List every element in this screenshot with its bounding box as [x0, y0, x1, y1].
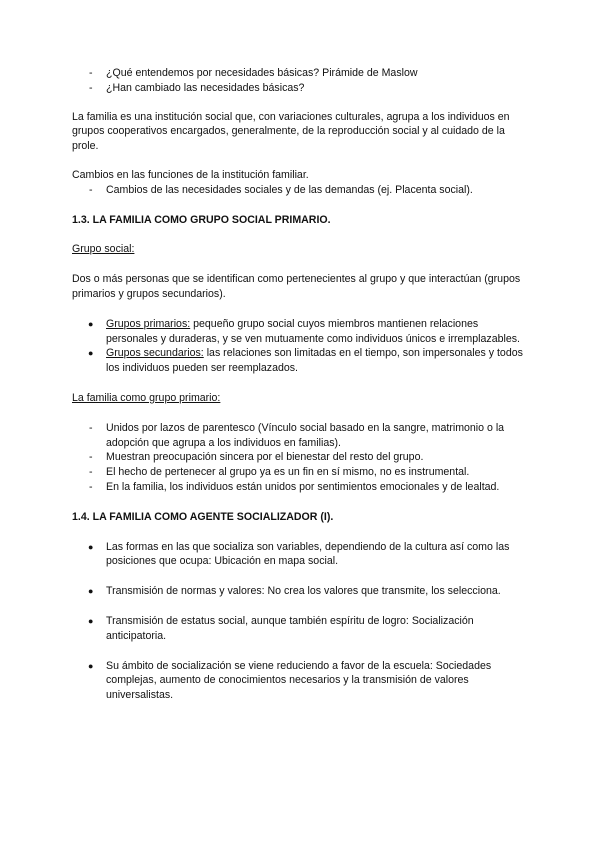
intro-list	[72, 66, 532, 96]
dash-marker: -	[89, 466, 93, 479]
list-item: - Unidos por lazos de parentesco (Vínculo social basado en la sangre, matrimonio o la adopción que agrupa a los individuos en familias).	[89, 421, 505, 449]
list-item: ● Grupos primarios: pequeño grupo social cuyos miembros mantienen relaciones personales y duraderas, y se ven mutuamente como individuos únicos e irremplazables.	[88, 317, 520, 345]
dash-marker: -	[89, 183, 93, 196]
changes-list	[72, 183, 532, 198]
section-heading-1-4: 1.4. LA FAMILIA COMO AGENTE SOCIALIZADOR (I).	[72, 510, 334, 523]
bullet-marker: ●	[88, 586, 94, 597]
document-page	[72, 66, 532, 703]
list-item: - El hecho de pertenecer al grupo ya es un fin en sí mismo, no es instrumental.	[89, 466, 470, 479]
list-item: - ¿Qué entendemos por necesidades básicas? Pirámide de Maslow	[89, 67, 418, 79]
list-item: - Cambios de las necesidades sociales y de las demandas (ej. Placenta social).	[89, 183, 473, 196]
bullet-marker: ●	[88, 660, 94, 671]
group-types-list	[72, 317, 532, 376]
dash-marker: -	[89, 480, 93, 493]
family-definition: La familia es una institución social que, con variaciones culturales, agrupa a los individuos en grupos cooperativos encargados, generalmente, de la reproducción social y al cuidado de la prole.	[72, 110, 510, 153]
bullet-marker: ●	[88, 615, 94, 626]
term-grupos-secundarios: Grupos secundarios:	[106, 347, 204, 360]
list-item: ● Las formas en las que socializa son variables, dependiendo de la cultura así como las posiciones que ocupa: Ubicación en mapa social.	[88, 540, 510, 568]
dash-marker: -	[89, 81, 93, 94]
grupo-social-paragraph: Dos o más personas que se identifican como pertenecientes al grupo y que interactúan (grupos primarios y grupos secundarios).	[72, 273, 521, 300]
primary-group-list	[72, 421, 532, 495]
list-item: ● Grupos secundarios: las relaciones son limitadas en el tiempo, son impersonales y todos los individuos pueden ser reemplazados.	[88, 347, 523, 375]
subheading-familia-grupo-primario: La familia como grupo primario:	[72, 391, 221, 404]
socialization-list	[72, 540, 532, 703]
subheading-grupo-social: Grupo social:	[72, 243, 135, 256]
list-item: ● Transmisión de estatus social, aunque también espíritu de logro: Socialización anticipatoria.	[88, 614, 474, 642]
bullet-marker: ●	[88, 318, 94, 329]
dash-marker: -	[89, 451, 93, 464]
changes-title: Cambios en las funciones de la institución familiar.	[72, 168, 309, 181]
dash-marker: -	[89, 421, 93, 434]
bullet-marker: ●	[88, 348, 94, 359]
bullet-marker: ●	[88, 541, 94, 552]
list-item: - ¿Han cambiado las necesidades básicas?	[89, 81, 305, 94]
list-item: ● Transmisión de normas y valores: No crea los valores que transmite, los selecciona.	[88, 585, 501, 598]
list-item: ● Su ámbito de socialización se viene reduciendo a favor de la escuela: Sociedades complejas, aumento de conocimientos necesarios y la transmisión de valores universalistas.	[88, 659, 492, 702]
list-item: - Muestran preocupación sincera por el bienestar del resto del grupo.	[89, 451, 424, 464]
list-item: - En la familia, los individuos están unidos por sentimientos emocionales y de lealtad.	[89, 480, 500, 493]
section-heading-1-3: 1.3. LA FAMILIA COMO GRUPO SOCIAL PRIMARIO.	[72, 213, 331, 226]
term-grupos-primarios: Grupos primarios:	[106, 317, 191, 330]
dash-marker: -	[89, 67, 93, 79]
